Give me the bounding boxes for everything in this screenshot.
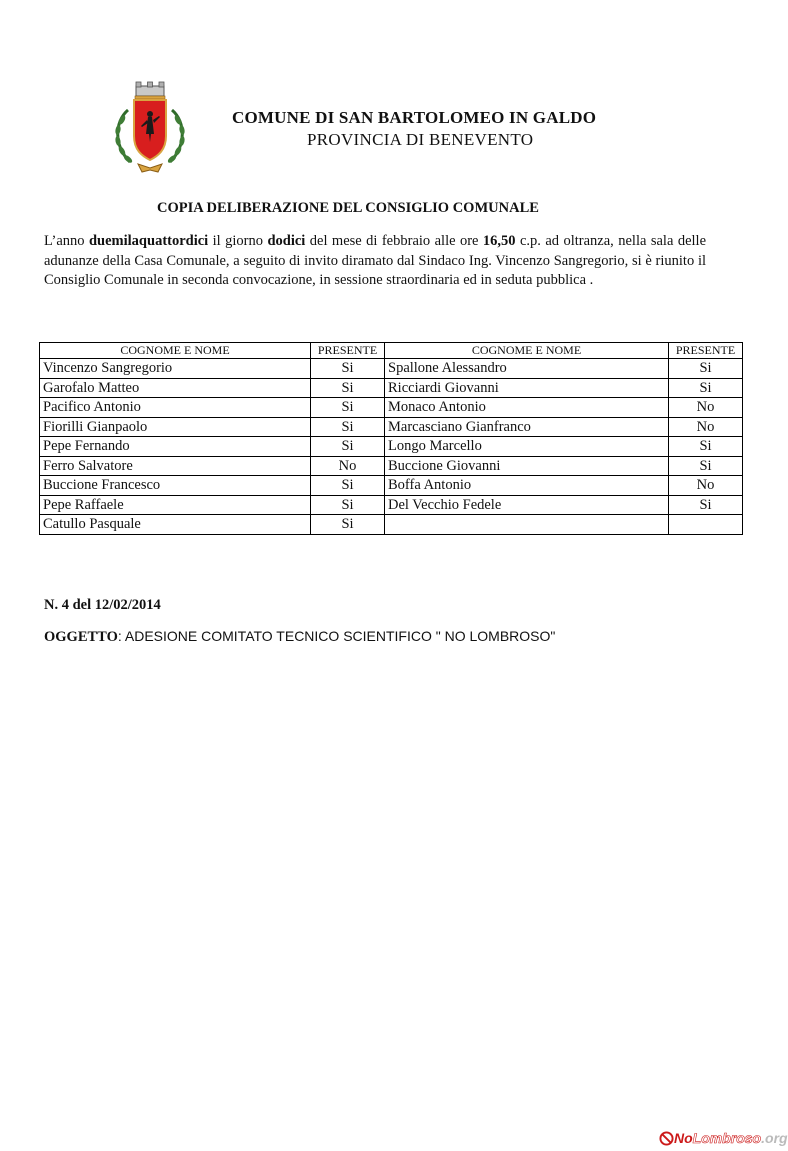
- councillor-name: Boffa Antonio: [385, 476, 669, 496]
- councillor-name: Ferro Salvatore: [40, 456, 311, 476]
- deliberation-subject: [44, 628, 555, 646]
- presence-status: [669, 515, 743, 535]
- attendance-row: [40, 359, 743, 379]
- councillor-name: Marcasciano Gianfranco: [385, 417, 669, 437]
- councillor-name: Pacifico Antonio: [40, 398, 311, 418]
- councillor-name: Monaco Antonio: [385, 398, 669, 418]
- province-name: PROVINCIA DI BENEVENTO: [307, 130, 534, 149]
- attendance-row: [40, 437, 743, 457]
- presence-status: Si: [311, 437, 385, 457]
- councillor-name: Longo Marcello: [385, 437, 669, 457]
- watermark-lombroso: Lombroso: [692, 1130, 762, 1146]
- councillor-name: Catullo Pasquale: [40, 515, 311, 535]
- councillor-name: Del Vecchio Fedele: [385, 495, 669, 515]
- councillor-name: Pepe Fernando: [40, 437, 311, 457]
- presence-status: Si: [669, 456, 743, 476]
- intro-text-segment: del mese di febbraio alle ore: [305, 233, 483, 249]
- attendance-row: [40, 456, 743, 476]
- attendance-row: [40, 515, 743, 535]
- attendance-row: [40, 398, 743, 418]
- attendance-row: [40, 417, 743, 437]
- intro-year: duemilaquattordici: [88, 233, 209, 249]
- name-column-header: COGNOME E NOME: [40, 343, 311, 359]
- attendance-row: [40, 476, 743, 496]
- presence-status: Si: [311, 417, 385, 437]
- subject-label: OGGETTO: [44, 629, 118, 645]
- intro-paragraph: [44, 232, 706, 291]
- councillor-name: [385, 515, 669, 535]
- intro-day: dodici: [267, 233, 306, 249]
- subject-text: : ADESIONE COMITATO TECNICO SCIENTIFICO " NO LOMBROSO": [117, 628, 556, 644]
- no-symbol-icon: [659, 1131, 674, 1146]
- intro-text-segment: L’anno: [44, 233, 89, 249]
- councillor-name: Pepe Raffaele: [40, 495, 311, 515]
- councillor-name: Garofalo Matteo: [40, 378, 311, 398]
- municipality-name: COMUNE DI SAN BARTOLOMEO IN GALDO: [232, 108, 597, 127]
- presence-status: No: [669, 476, 743, 496]
- presence-status: Si: [669, 359, 743, 379]
- presence-status: No: [669, 398, 743, 418]
- presence-status: Si: [669, 495, 743, 515]
- attendance-table: [39, 342, 743, 535]
- intro-time: 16,50: [482, 233, 516, 249]
- councillor-name: Spallone Alessandro: [385, 359, 669, 379]
- intro-text-segment: c.p. ad oltranza, nella sala delle adunanze della Casa Comunale, a seguito di invito diramato dal Sindaco Ing. Vincenzo Sangregorio, si è riunito il Consiglio Comunale in seconda convocazione, in sessione straordinaria ed in seduta pubblica .: [44, 233, 707, 288]
- councillor-name: Buccione Francesco: [40, 476, 311, 496]
- attendance-header-row: [40, 343, 743, 359]
- presence-status: No: [669, 417, 743, 437]
- presence-status: Si: [311, 359, 385, 379]
- intro-text-segment: il giorno: [208, 233, 268, 249]
- presence-status: Si: [669, 437, 743, 457]
- nolombroso-watermark: [659, 1130, 788, 1146]
- councillor-name: Buccione Giovanni: [385, 456, 669, 476]
- presence-status: No: [311, 456, 385, 476]
- councillor-name: Ricciardi Giovanni: [385, 378, 669, 398]
- municipal-coat-of-arms-icon: [108, 80, 192, 176]
- presence-status: Si: [311, 378, 385, 398]
- presence-status: Si: [311, 495, 385, 515]
- councillor-name: Vincenzo Sangregorio: [40, 359, 311, 379]
- presence-status: Si: [669, 378, 743, 398]
- document-title: COPIA DELIBERAZIONE DEL CONSIGLIO COMUNALE: [157, 200, 539, 216]
- attendance-row: [40, 378, 743, 398]
- attendance-row: [40, 495, 743, 515]
- watermark-domain: .org: [761, 1130, 788, 1146]
- councillor-name: Fiorilli Gianpaolo: [40, 417, 311, 437]
- watermark-no: No: [674, 1130, 693, 1146]
- deliberation-number: N. 4 del 12/02/2014: [44, 597, 161, 613]
- presence-status: Si: [311, 398, 385, 418]
- present-column-header: PRESENTE: [311, 343, 385, 359]
- present-column-header: PRESENTE: [669, 343, 743, 359]
- presence-status: Si: [311, 515, 385, 535]
- name-column-header: COGNOME E NOME: [385, 343, 669, 359]
- presence-status: Si: [311, 476, 385, 496]
